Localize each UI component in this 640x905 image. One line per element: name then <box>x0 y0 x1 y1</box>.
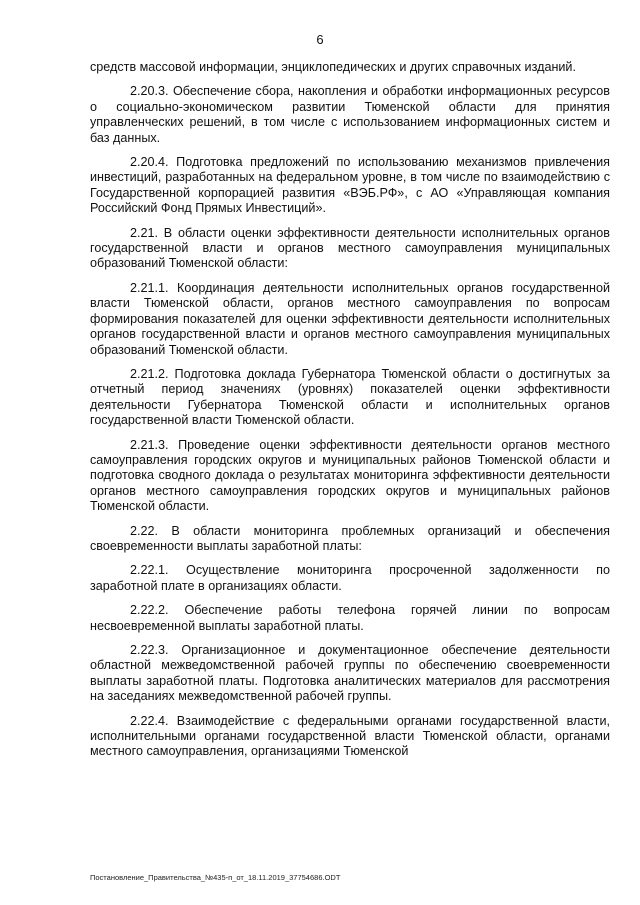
page-number: 6 <box>316 32 324 47</box>
paragraph-2-22-4: 2.22.4. Взаимодействие с федеральными органами государственной власти, исполнительными органами государственной власти Тюменской области, органами местного самоуправления, организациями Тюменской <box>90 713 610 759</box>
paragraph-2-22-1: 2.22.1. Осуществление мониторинга просроченной задолженности по заработной плате в организациях области. <box>90 563 610 593</box>
paragraph-2-20-3: 2.20.3. Обеспечение сбора, накопления и обработки информационных ресурсов о социально-экономическом развитии Тюменской области для принятия управленческих решений, в том числе с использованием информационных систем и баз данных. <box>90 84 610 145</box>
paragraph-continuation: средств массовой информации, энциклопедических и других справочных изданий. <box>90 60 576 74</box>
paragraph-2-21: 2.21. В области оценки эффективности деятельности исполнительных органов государственной власти и органов местного самоуправления муниципальных образований Тюменской области: <box>90 225 610 271</box>
paragraph-2-20-4: 2.20.4. Подготовка предложений по использованию механизмов привлечения инвестиций, разработанных на федеральном уровне, в том числе по взаимодействию с Государственной корпорацией развития «ВЭБ.РФ», с АО «Управляющая компания Российский Фонд Прямых Инвестиций». <box>90 155 610 216</box>
document-footer: Постановление_Правительства_№435-п_от_18.11.2019_37754686.ODT <box>90 873 341 882</box>
paragraph-2-21-2: 2.21.2. Подготовка доклада Губернатора Тюменской области о достигнутых за отчетный период значениях (уровнях) показателей оценки эффективности деятельности Губернатора Тюменской области и исполнительных органов государственной власти Тюменской области. <box>90 366 610 428</box>
paragraph-2-22-2: 2.22.2. Обеспечение работы телефона горячей линии по вопросам несвоевременной выплаты заработной платы. <box>90 603 610 633</box>
paragraph-2-22: 2.22. В области мониторинга проблемных организаций и обеспечения своевременности выплаты заработной платы: <box>90 523 610 553</box>
document-body <box>90 60 610 769</box>
paragraph-2-21-3: 2.21.3. Проведение оценки эффективности деятельности органов местного самоуправления городских округов и муниципальных районов Тюменской области и подготовка сводного доклада о результатах мониторинга эффективности деятельности органов местного самоуправления городских округов и муниципальных районов Тюменской области. <box>90 437 610 514</box>
paragraph-2-21-1: 2.21.1. Координация деятельности исполнительных органов государственной власти Тюменской области, органов местного самоуправления по вопросам формирования показателей для оценки эффективности деятельности исполнительных органов государственной власти и органов местного самоуправления муниципальных образований Тюменской области. <box>90 280 610 357</box>
paragraph-2-22-3: 2.22.3. Организационное и документационное обеспечение деятельности областной межведомственной рабочей группы по обеспечению своевременности выплаты заработной платы. Подготовка аналитических материалов для рассмотрения на заседаниях межведомственной рабочей группы. <box>90 643 610 704</box>
